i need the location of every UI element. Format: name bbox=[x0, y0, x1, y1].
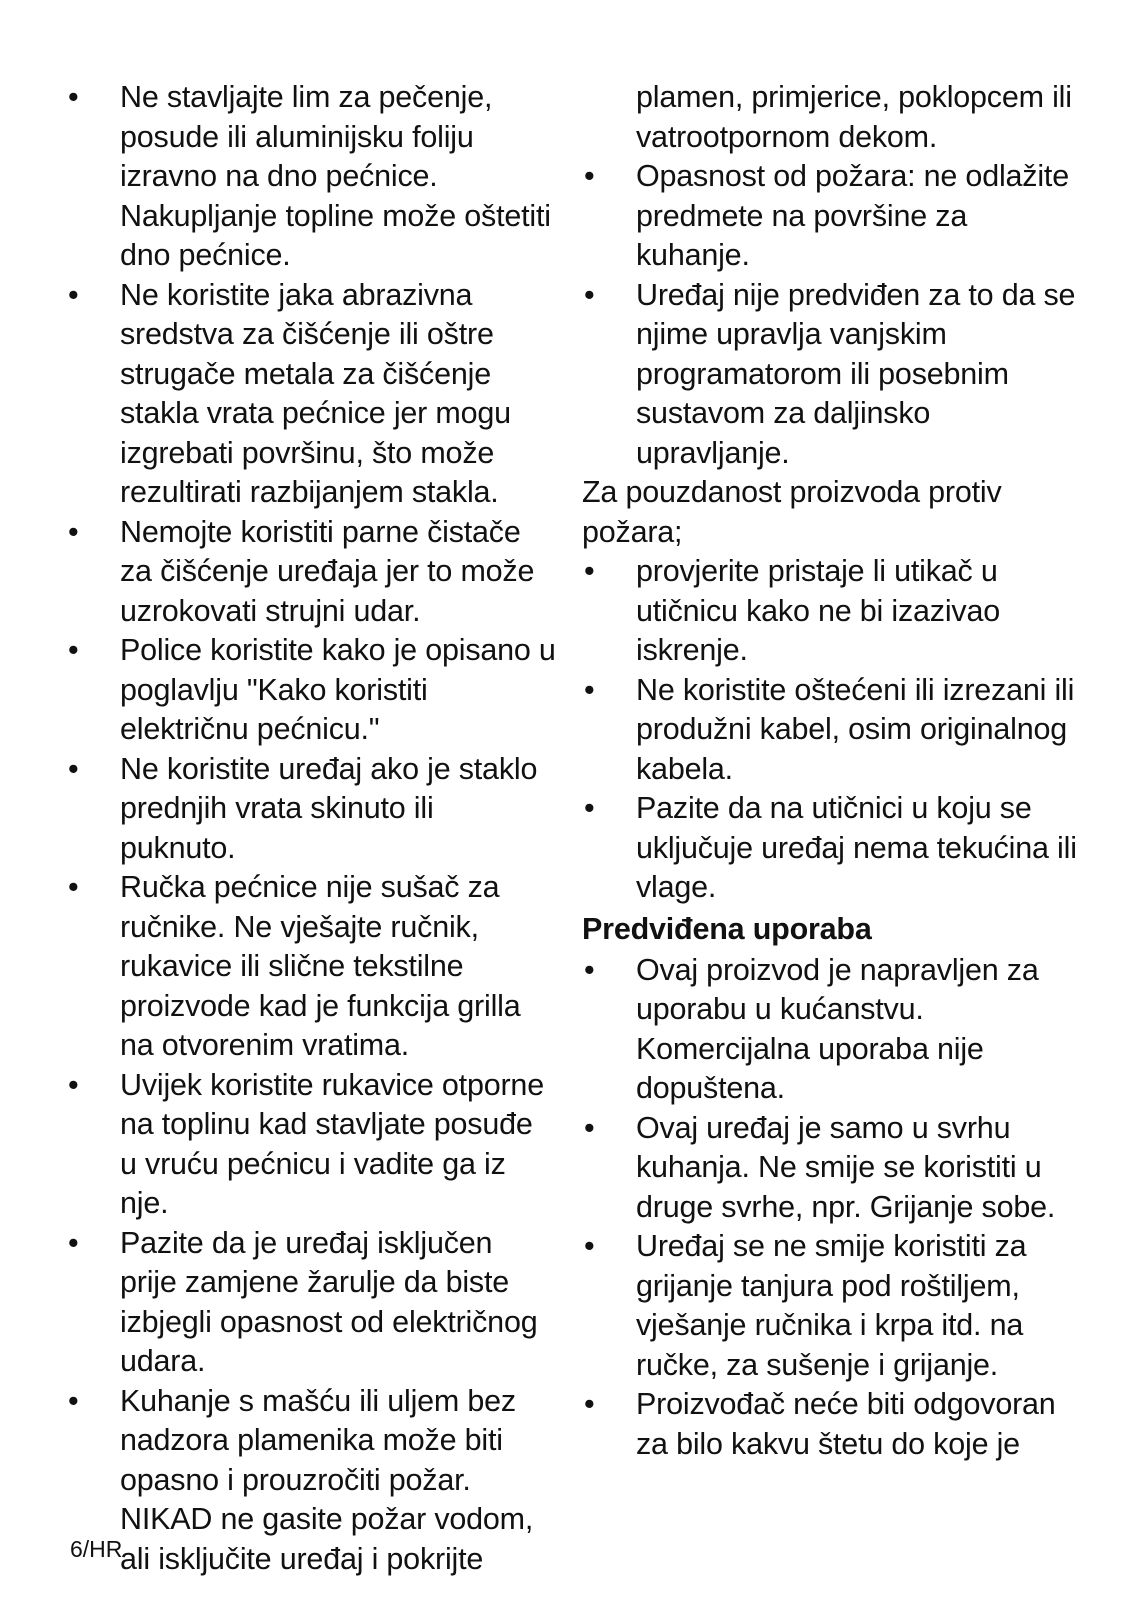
bullet-icon: • bbox=[68, 1383, 79, 1418]
page-number: 6/HR bbox=[70, 1536, 123, 1562]
list-item-text: Uvijek koristite rukavice otporne na toplinu kad stavljate posuđe u vruću pećnicu i vadite ga iz nje. bbox=[120, 1067, 544, 1220]
bullet-icon: • bbox=[68, 277, 79, 312]
list-item bbox=[582, 157, 1082, 276]
list-item-text: Ovaj uređaj je samo u svrhu kuhanja. Ne smije se koristiti u druge svrhe, npr. Grijanje sobe. bbox=[636, 1110, 1056, 1224]
list-item-text: Uređaj nije predviđen za to da se njime upravlja vanjskim programatorom ili posebnim sustavom za daljinsko upravljanje. bbox=[636, 277, 1076, 470]
list-item-text: Police koristite kako je opisano u poglavlju "Kako koristiti električnu pećnicu." bbox=[120, 633, 556, 746]
list-item bbox=[582, 276, 1082, 474]
right-column bbox=[582, 78, 1082, 1464]
list-item-text: Ne stavljajte lim za pečenje, posude ili aluminijsku foliju izravno na dno pećnice. Nakupljanje topline može oštetiti dno pećnice. bbox=[120, 80, 551, 272]
list-item bbox=[66, 276, 556, 513]
left-column bbox=[66, 78, 556, 1579]
bullet-icon: • bbox=[68, 870, 79, 904]
list-item-text: Ručka pećnice nije sušač za ručnike. Ne vješajte ručnik, rukavice ili slične tekstilne proizvode kad je funkcija grilla na otvorenim vratima. bbox=[120, 870, 521, 1062]
list-item-text: Uređaj se ne smije koristiti za grijanje tanjura pod roštiljem, vješanje ručnika i krpa itd. na ručke, za sušenje i grijanje. bbox=[636, 1229, 1027, 1382]
bullet-icon: • bbox=[584, 1110, 595, 1145]
section-heading: Predviđena uporaba bbox=[582, 911, 872, 946]
list-item bbox=[582, 1385, 1082, 1464]
list-item-text: Ovaj proizvod je napravljen za uporabu u kućanstvu. Komercijalna uporaba nije dopuštena. bbox=[636, 952, 1039, 1105]
list-item-text: Ne koristite jaka abrazivna sredstva za čišćenje ili oštre strugače metala za čišćenje stakla vrata pećnice jer mogu izgrebati površinu, što može rezultirati razbijanjem stakla. bbox=[120, 277, 511, 509]
right-bullet-list-c bbox=[582, 951, 1082, 1465]
bullet-icon: • bbox=[584, 791, 595, 825]
list-item-text: Ne koristite uređaj ako je staklo prednjih vrata skinuto ili puknuto. bbox=[120, 751, 538, 865]
bullet-icon: • bbox=[68, 80, 79, 114]
list-item bbox=[66, 1224, 556, 1382]
right-bullet-list-a bbox=[582, 157, 1082, 473]
list-item bbox=[582, 552, 1082, 671]
list-item bbox=[66, 750, 556, 869]
bullet-icon: • bbox=[68, 1225, 79, 1260]
list-item-text: Nemojte koristiti parne čistače za čišćenje uređaja jer to može uzrokovati strujni udar. bbox=[120, 514, 535, 628]
bullet-icon: • bbox=[68, 751, 79, 786]
bullet-icon: • bbox=[68, 1067, 79, 1102]
list-item-text: Kuhanje s mašću ili uljem bez nadzora plamenika može biti opasno i prouzročiti požar. NIKAD ne gasite požar vodom, ali isključite uređaj i pokrijte bbox=[120, 1383, 534, 1576]
list-item bbox=[582, 671, 1082, 790]
list-item-text: Pazite da je uređaj isključen prije zamjene žarulje da biste izbjegli opasnost od električnog udara. bbox=[120, 1225, 538, 1378]
list-item bbox=[66, 1066, 556, 1224]
continued-text: plamen, primjerice, poklopcem ili vatrootpornom dekom. bbox=[636, 80, 1072, 154]
bullet-icon: • bbox=[584, 159, 595, 193]
list-item bbox=[66, 868, 556, 1066]
bullet-icon: • bbox=[68, 633, 79, 667]
list-item bbox=[582, 951, 1082, 1109]
list-item bbox=[582, 1227, 1082, 1385]
list-item bbox=[582, 1109, 1082, 1228]
list-item-text: Proizvođač neće biti odgovoran za bilo kakvu štetu do koje je bbox=[636, 1387, 1056, 1461]
bullet-icon: • bbox=[68, 514, 79, 549]
bullet-icon: • bbox=[584, 277, 595, 312]
fire-safety-intro: Za pouzdanost proizvoda protiv požara; bbox=[582, 475, 1002, 549]
list-item-text: provjerite pristaje li utikač u utičnicu kako ne bi izazivao iskrenje. bbox=[636, 554, 1000, 667]
list-item-text: Ne koristite oštećeni ili izrezani ili produžni kabel, osim originalnog kabela. bbox=[636, 672, 1075, 786]
list-item bbox=[66, 78, 556, 276]
left-bullet-list bbox=[66, 78, 556, 1579]
list-item bbox=[66, 631, 556, 750]
right-bullet-list-b bbox=[582, 552, 1082, 908]
list-item bbox=[582, 789, 1082, 908]
list-item-text: Pazite da na utičnici u koju se uključuje uređaj nema tekućina ili vlage. bbox=[636, 791, 1077, 904]
list-item bbox=[66, 513, 556, 632]
bullet-icon: • bbox=[584, 1229, 595, 1263]
bullet-icon: • bbox=[584, 1387, 595, 1421]
bullet-icon: • bbox=[584, 672, 595, 707]
bullet-icon: • bbox=[584, 952, 595, 987]
bullet-icon: • bbox=[584, 554, 595, 588]
list-item bbox=[66, 1382, 556, 1580]
list-item-text: Opasnost od požara: ne odlažite predmete na površine za kuhanje. bbox=[636, 159, 1069, 272]
